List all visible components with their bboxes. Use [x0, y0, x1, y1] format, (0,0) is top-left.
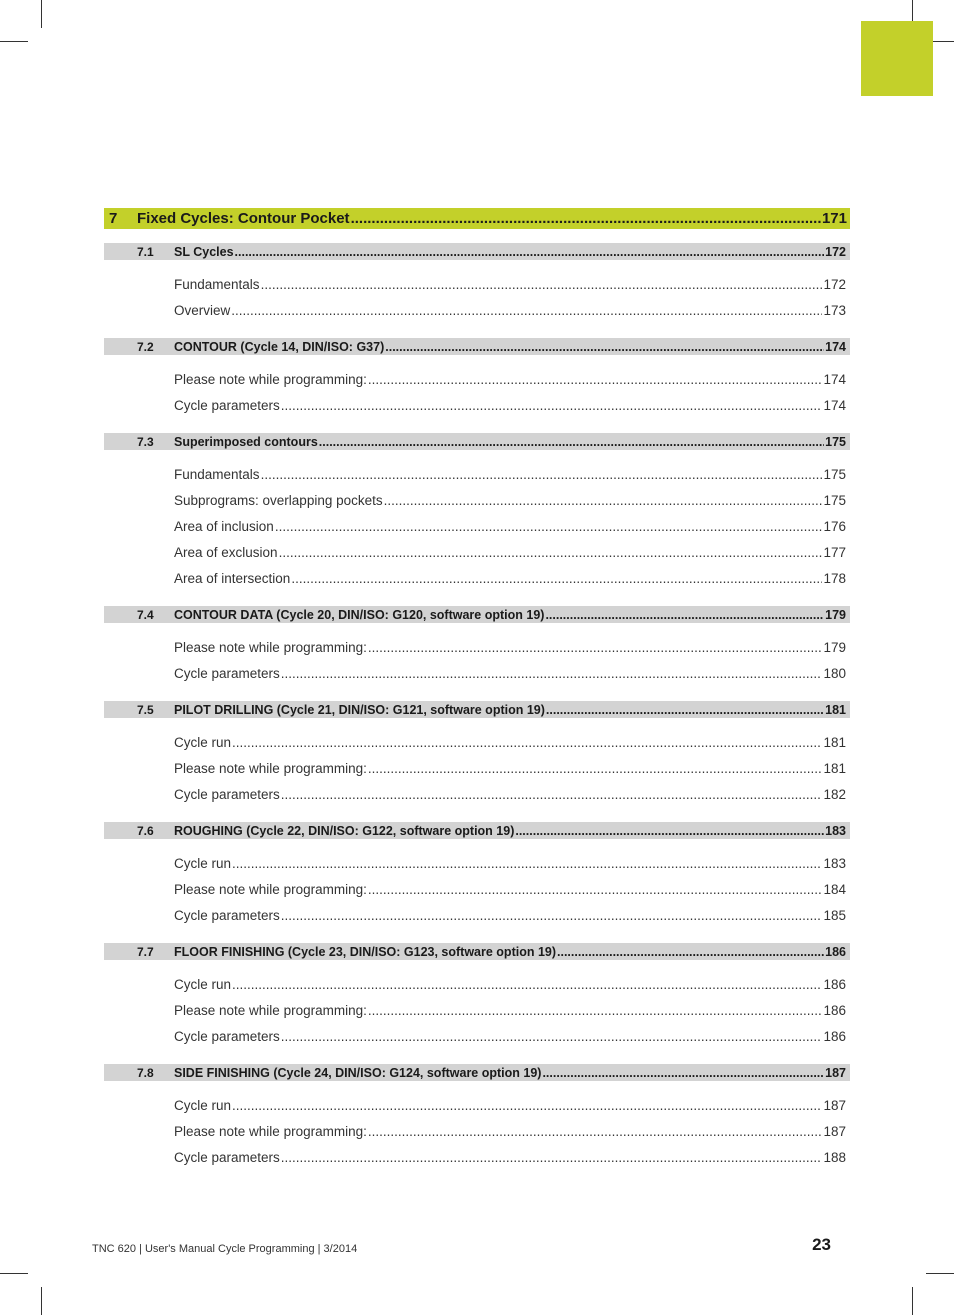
entry-page: 173 — [823, 302, 846, 318]
crop-mark — [0, 41, 28, 42]
entry-label: Please note while programming: — [174, 1123, 367, 1139]
entry-label: Cycle parameters — [174, 665, 280, 681]
footer-text: TNC 620 | User's Manual Cycle Programming | 3/2014 — [92, 1243, 358, 1255]
dot-leader — [232, 1098, 822, 1113]
dot-leader — [368, 1124, 823, 1139]
toc-entry[interactable] — [104, 1144, 850, 1170]
dot-leader — [319, 435, 824, 449]
entry-label: Area of exclusion — [174, 544, 278, 560]
entry-label: Please note while programming: — [174, 639, 367, 655]
toc-section-heading[interactable] — [104, 338, 850, 355]
entry-label: Fundamentals — [174, 466, 260, 482]
section-title: SIDE FINISHING (Cycle 24, DIN/ISO: G124, software option 19) — [174, 1065, 542, 1080]
entry-page: 175 — [823, 492, 846, 508]
entry-label: Fundamentals — [174, 276, 260, 292]
section-page: 183 — [825, 823, 846, 838]
toc-section-heading[interactable] — [104, 433, 850, 450]
toc-entry[interactable] — [104, 876, 850, 902]
toc-entry[interactable] — [104, 513, 850, 539]
toc-entry[interactable] — [104, 539, 850, 565]
toc-entry[interactable] — [104, 392, 850, 418]
toc-entry[interactable] — [104, 297, 850, 323]
toc-entry-list — [104, 260, 850, 323]
entry-page: 186 — [823, 976, 846, 992]
table-of-contents — [104, 208, 850, 1170]
entry-label: Cycle parameters — [174, 786, 280, 802]
section-page: 187 — [825, 1065, 846, 1080]
toc-section-heading[interactable] — [104, 822, 850, 839]
dot-leader — [281, 398, 823, 413]
section-number: 7.2 — [137, 339, 154, 354]
section-title: ROUGHING (Cycle 22, DIN/ISO: G122, software option 19) — [174, 823, 515, 838]
entry-label: Cycle run — [174, 1097, 232, 1113]
chapter-number: 7 — [109, 210, 118, 227]
toc-section-heading[interactable] — [104, 243, 850, 260]
toc-sections — [104, 243, 850, 1170]
dot-leader — [281, 787, 823, 802]
toc-section-heading[interactable] — [104, 1064, 850, 1081]
entry-label: Cycle run — [174, 734, 232, 750]
toc-entry-list — [104, 1081, 850, 1170]
section-number: 7.8 — [137, 1065, 154, 1080]
dot-leader — [261, 467, 823, 482]
toc-section-heading[interactable] — [104, 606, 850, 623]
entry-page: 177 — [823, 544, 846, 560]
dot-leader — [542, 1066, 824, 1080]
section-number: 7.4 — [137, 607, 154, 622]
toc-entry[interactable] — [104, 1118, 850, 1144]
toc-entry-list — [104, 355, 850, 418]
entry-page: 185 — [823, 907, 846, 923]
toc-section-heading[interactable] — [104, 943, 850, 960]
entry-page: 182 — [823, 786, 846, 802]
dot-leader — [546, 703, 824, 717]
entry-label: Cycle parameters — [174, 1149, 280, 1165]
toc-entry[interactable] — [104, 565, 850, 591]
entry-label: Please note while programming: — [174, 371, 367, 387]
dot-leader — [275, 519, 823, 534]
dot-leader — [368, 882, 823, 897]
crop-mark — [41, 1287, 42, 1315]
toc-entry-list — [104, 960, 850, 1049]
entry-page: 180 — [823, 665, 846, 681]
dot-leader — [368, 1003, 823, 1018]
toc-entry[interactable] — [104, 366, 850, 392]
section-number: 7.7 — [137, 944, 154, 959]
dot-leader — [279, 545, 823, 560]
dot-leader — [235, 245, 825, 259]
toc-entry[interactable] — [104, 755, 850, 781]
entry-label: Subprograms: overlapping pockets — [174, 492, 383, 508]
entry-page: 175 — [823, 466, 846, 482]
dot-leader — [545, 608, 824, 622]
entry-label: Please note while programming: — [174, 760, 367, 776]
section-page: 172 — [825, 244, 846, 259]
dot-leader — [368, 372, 823, 387]
toc-entry[interactable] — [104, 461, 850, 487]
dot-leader — [281, 666, 823, 681]
toc-entry[interactable] — [104, 634, 850, 660]
toc-entry-list — [104, 839, 850, 928]
section-page: 179 — [825, 607, 846, 622]
dot-leader — [281, 908, 823, 923]
section-title: FLOOR FINISHING (Cycle 23, DIN/ISO: G123, software option 19) — [174, 944, 557, 959]
section-title: SL Cycles — [174, 244, 234, 259]
dot-leader — [232, 735, 822, 750]
entry-page: 179 — [823, 639, 846, 655]
entry-page: 174 — [823, 371, 846, 387]
section-page: 174 — [825, 339, 846, 354]
entry-page: 181 — [823, 760, 846, 776]
entry-page: 186 — [823, 1028, 846, 1044]
entry-page: 187 — [823, 1123, 846, 1139]
entry-page: 174 — [823, 397, 846, 413]
entry-label: Cycle parameters — [174, 397, 280, 413]
dot-leader — [515, 824, 824, 838]
section-number: 7.1 — [137, 244, 154, 259]
crop-mark — [41, 0, 42, 28]
entry-label: Please note while programming: — [174, 1002, 367, 1018]
toc-entry[interactable] — [104, 902, 850, 928]
entry-page: 186 — [823, 1002, 846, 1018]
toc-entry[interactable] — [104, 781, 850, 807]
section-title: CONTOUR (Cycle 14, DIN/ISO: G37) — [174, 339, 385, 354]
chapter-page: 171 — [821, 210, 847, 227]
chapter-thumb-tab — [861, 21, 933, 96]
toc-entry[interactable] — [104, 487, 850, 513]
entry-page: 184 — [823, 881, 846, 897]
entry-label: Cycle run — [174, 855, 232, 871]
dot-leader — [281, 1029, 823, 1044]
section-number: 7.6 — [137, 823, 154, 838]
dot-leader — [351, 210, 821, 227]
chapter-title: Fixed Cycles: Contour Pocket — [137, 210, 350, 227]
dot-leader — [291, 571, 822, 586]
toc-entry[interactable] — [104, 997, 850, 1023]
page-number: 23 — [812, 1235, 831, 1254]
dot-leader — [557, 945, 824, 959]
toc-entry[interactable] — [104, 271, 850, 297]
section-number: 7.5 — [137, 702, 154, 717]
section-title: CONTOUR DATA (Cycle 20, DIN/ISO: G120, software option 19) — [174, 607, 545, 622]
dot-leader — [232, 856, 822, 871]
section-page: 186 — [825, 944, 846, 959]
section-page: 175 — [825, 434, 846, 449]
toc-entry[interactable] — [104, 850, 850, 876]
toc-section-heading[interactable] — [104, 701, 850, 718]
crop-mark — [0, 1273, 28, 1274]
dot-leader — [261, 277, 823, 292]
entry-label: Cycle run — [174, 976, 232, 992]
toc-entry[interactable] — [104, 1092, 850, 1118]
dot-leader — [281, 1150, 823, 1165]
section-title: PILOT DRILLING (Cycle 21, DIN/ISO: G121, software option 19) — [174, 702, 545, 717]
section-page: 181 — [825, 702, 846, 717]
section-title: Superimposed contours — [174, 434, 318, 449]
toc-entry[interactable] — [104, 971, 850, 997]
entry-page: 188 — [823, 1149, 846, 1165]
dot-leader — [384, 493, 823, 508]
entry-label: Please note while programming: — [174, 881, 367, 897]
toc-entry-list — [104, 718, 850, 807]
entry-label: Area of inclusion — [174, 518, 274, 534]
entry-label: Cycle parameters — [174, 907, 280, 923]
entry-page: 178 — [823, 570, 846, 586]
crop-mark — [912, 1287, 913, 1315]
section-number: 7.3 — [137, 434, 154, 449]
toc-entry[interactable] — [104, 1023, 850, 1049]
entry-label: Cycle parameters — [174, 1028, 280, 1044]
toc-entry-list — [104, 450, 850, 591]
dot-leader — [232, 977, 822, 992]
entry-page: 183 — [823, 855, 846, 871]
entry-page: 187 — [823, 1097, 846, 1113]
dot-leader — [368, 640, 823, 655]
entry-page: 172 — [823, 276, 846, 292]
toc-chapter-heading[interactable] — [104, 208, 850, 229]
dot-leader — [231, 303, 822, 318]
dot-leader — [385, 340, 824, 354]
entry-page: 176 — [823, 518, 846, 534]
toc-entry[interactable] — [104, 729, 850, 755]
dot-leader — [368, 761, 823, 776]
toc-entry-list — [104, 623, 850, 686]
entry-label: Overview — [174, 302, 231, 318]
toc-entry[interactable] — [104, 660, 850, 686]
crop-mark — [926, 1273, 954, 1274]
entry-label: Area of intersection — [174, 570, 291, 586]
entry-page: 181 — [823, 734, 846, 750]
